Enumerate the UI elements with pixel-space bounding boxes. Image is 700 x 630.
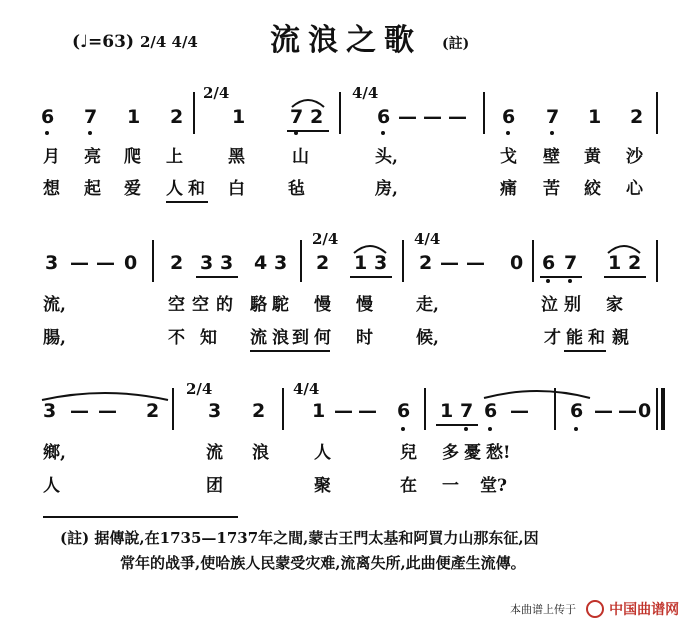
lyric: 白: [228, 179, 245, 199]
bar-line: [282, 388, 284, 430]
lyric: 上: [166, 147, 183, 167]
lyric: 在: [400, 476, 417, 496]
lyric: 和: [588, 328, 605, 348]
dash: —: [440, 252, 459, 274]
bar-line: [339, 92, 341, 134]
time-signature-2-4: 2/4: [312, 230, 339, 248]
lyric: 痛: [500, 179, 517, 199]
lyric: 慢: [356, 295, 373, 315]
lyric: 月: [43, 147, 60, 167]
lyric: 浪: [252, 443, 269, 463]
dash: —: [70, 400, 89, 422]
title-note-marker: (註): [442, 36, 470, 52]
octave-dot: [464, 427, 468, 431]
lyric: 团: [206, 476, 223, 496]
note: 2: [628, 252, 642, 274]
time-signature-4-4: 4/4: [293, 380, 320, 398]
slur: [290, 97, 326, 109]
lyric: 絞: [584, 179, 601, 199]
note: 0: [510, 252, 524, 274]
lyric: 沙: [626, 147, 643, 167]
bar-line: [172, 388, 174, 430]
lyric: 亮: [84, 147, 101, 167]
lyric: 毡: [288, 179, 305, 199]
lyric: 親: [612, 328, 629, 348]
lyric: 憂: [464, 443, 481, 463]
bar-line: [193, 92, 195, 134]
note: 1: [440, 400, 454, 422]
note: 6: [542, 252, 556, 274]
lyric: 何: [314, 328, 331, 348]
lyric: 多: [442, 443, 459, 463]
note: 7: [546, 106, 560, 128]
note: 6: [502, 106, 516, 128]
lyric: 駱: [250, 295, 267, 315]
lyric: 家: [606, 295, 623, 315]
lyric: 鄉,: [43, 443, 66, 463]
lyric: 人: [166, 179, 183, 199]
beam-underline: [540, 276, 582, 278]
header-time-signatures: 2/4 4/4: [139, 33, 198, 51]
lyric: 苦: [543, 179, 560, 199]
slur: [352, 243, 388, 255]
note: 3: [200, 252, 214, 274]
octave-dot: [488, 427, 492, 431]
lyric: 壁: [543, 147, 560, 167]
note: 0: [124, 252, 138, 274]
note: 6: [377, 106, 391, 128]
note: 3: [208, 400, 222, 422]
note: 2: [252, 400, 266, 422]
note: 2: [630, 106, 644, 128]
bar-line: [532, 240, 534, 282]
lyric: 的: [216, 295, 233, 315]
octave-dot: [381, 131, 385, 135]
lyric: 愁!: [486, 443, 511, 463]
beam-underline: [196, 276, 238, 278]
note: 1: [588, 106, 602, 128]
lyric: 候,: [416, 328, 439, 348]
lyric: 才: [544, 328, 561, 348]
lyric: 流: [206, 443, 223, 463]
lyric: 时: [356, 328, 373, 348]
annotation-separator: [43, 516, 238, 518]
dash: —: [510, 400, 529, 422]
note: 6: [41, 106, 55, 128]
tie: [482, 386, 592, 400]
lyric: 能: [566, 328, 583, 348]
bar-line: [152, 240, 154, 282]
lyric: 戈: [500, 147, 517, 167]
lyric-underline: [166, 201, 208, 203]
note: 3: [220, 252, 234, 274]
annotation-line-2: 常年的战爭,使哈族人民蒙受灾难,流离失所,此曲便產生流傳。: [120, 554, 526, 572]
dash: —: [70, 252, 89, 274]
lyric: 不: [168, 328, 185, 348]
note: 3: [43, 400, 57, 422]
lyric: 和: [188, 179, 205, 199]
dash: —: [594, 400, 613, 422]
dash: —: [466, 252, 485, 274]
lyric: 心: [626, 179, 643, 199]
bar-line: [424, 388, 426, 430]
final-bar-line-thick: [661, 388, 665, 430]
octave-dot: [550, 131, 554, 135]
note: 1: [312, 400, 326, 422]
lyric: 腸,: [43, 328, 66, 348]
lyric-underline: [250, 350, 330, 352]
note: 2: [170, 106, 184, 128]
lyric-underline: [564, 350, 606, 352]
dash: —: [334, 400, 353, 422]
note: 6: [484, 400, 498, 422]
octave-dot: [574, 427, 578, 431]
lyric: 房,: [375, 179, 398, 199]
lyric: 堂?: [480, 476, 507, 496]
bar-line: [656, 92, 658, 134]
note: 3: [274, 252, 288, 274]
lyric: 流: [250, 328, 267, 348]
beam-underline: [287, 130, 329, 132]
lyric: 黄: [584, 147, 601, 167]
octave-dot: [401, 427, 405, 431]
octave-dot: [45, 131, 49, 135]
time-signature-2-4: 2/4: [203, 84, 230, 102]
lyric: 一: [442, 476, 459, 496]
tempo-marking: (♩=63) 2/4 4/4: [72, 32, 198, 52]
octave-dot: [546, 279, 550, 283]
lyric: 慢: [314, 295, 331, 315]
dash: —: [358, 400, 377, 422]
note: 3: [374, 252, 388, 274]
final-bar-line: [656, 388, 658, 430]
octave-dot: [568, 279, 572, 283]
dash: —: [448, 106, 467, 128]
annotation-line-1: (註) 据傳說,在1735—1737年之間,蒙古王門太基和阿買力山那东征,因: [60, 529, 539, 547]
lyric: 浪: [272, 328, 289, 348]
lyric: 爱: [124, 179, 141, 199]
note: 2: [419, 252, 433, 274]
bar-line: [483, 92, 485, 134]
note: 1: [608, 252, 622, 274]
lyric: 兒: [400, 443, 417, 463]
note: 1: [232, 106, 246, 128]
lyric: 到: [292, 328, 309, 348]
note: 2: [316, 252, 330, 274]
note: 2: [146, 400, 160, 422]
lyric: 空: [168, 295, 185, 315]
bar-line: [656, 240, 658, 282]
lyric: 空: [192, 295, 209, 315]
site-logo: [586, 600, 679, 618]
bar-line: [554, 388, 556, 430]
note: 4: [254, 252, 268, 274]
dash: —: [423, 106, 442, 128]
note: 7: [460, 400, 474, 422]
note: 1: [354, 252, 368, 274]
note: 6: [570, 400, 584, 422]
slur: [606, 243, 642, 255]
lyric: 头,: [375, 147, 398, 167]
dash: —: [98, 400, 117, 422]
note: 7: [564, 252, 578, 274]
site-logo-icon: [586, 600, 604, 618]
beam-underline: [436, 424, 478, 426]
lyric: 山: [292, 147, 309, 167]
footer-upload-text: 本曲谱上传于: [510, 603, 576, 616]
lyric: 泣: [541, 295, 558, 315]
dash: —: [618, 400, 637, 422]
lyric: 走,: [416, 295, 439, 315]
octave-dot: [506, 131, 510, 135]
note: 7: [84, 106, 98, 128]
note: 0: [638, 400, 652, 422]
note: 2: [170, 252, 184, 274]
lyric: 人: [43, 476, 60, 496]
note: 7: [290, 106, 304, 128]
lyric: 知: [200, 328, 217, 348]
note: 6: [397, 400, 411, 422]
note: 1: [127, 106, 141, 128]
time-signature-2-4: 2/4: [186, 380, 213, 398]
lyric: 流,: [43, 295, 66, 315]
bar-line: [300, 240, 302, 282]
octave-dot: [88, 131, 92, 135]
lyric: 爬: [124, 147, 141, 167]
dash: —: [96, 252, 115, 274]
bar-line: [402, 240, 404, 282]
site-name: 中国曲谱网: [609, 602, 680, 618]
lyric: 起: [84, 179, 101, 199]
dash: —: [398, 106, 417, 128]
song-title: 流浪之歌: [270, 23, 422, 58]
beam-underline: [350, 276, 392, 278]
lyric: 人: [314, 443, 331, 463]
note: 3: [45, 252, 59, 274]
lyric: 聚: [314, 476, 331, 496]
lyric: 想: [43, 179, 60, 199]
lyric: 别: [564, 295, 581, 315]
note: 2: [310, 106, 324, 128]
lyric: 駝: [272, 295, 289, 315]
time-signature-4-4: 4/4: [352, 84, 379, 102]
beam-underline: [604, 276, 646, 278]
time-signature-4-4: 4/4: [414, 230, 441, 248]
lyric: 黑: [228, 147, 245, 167]
